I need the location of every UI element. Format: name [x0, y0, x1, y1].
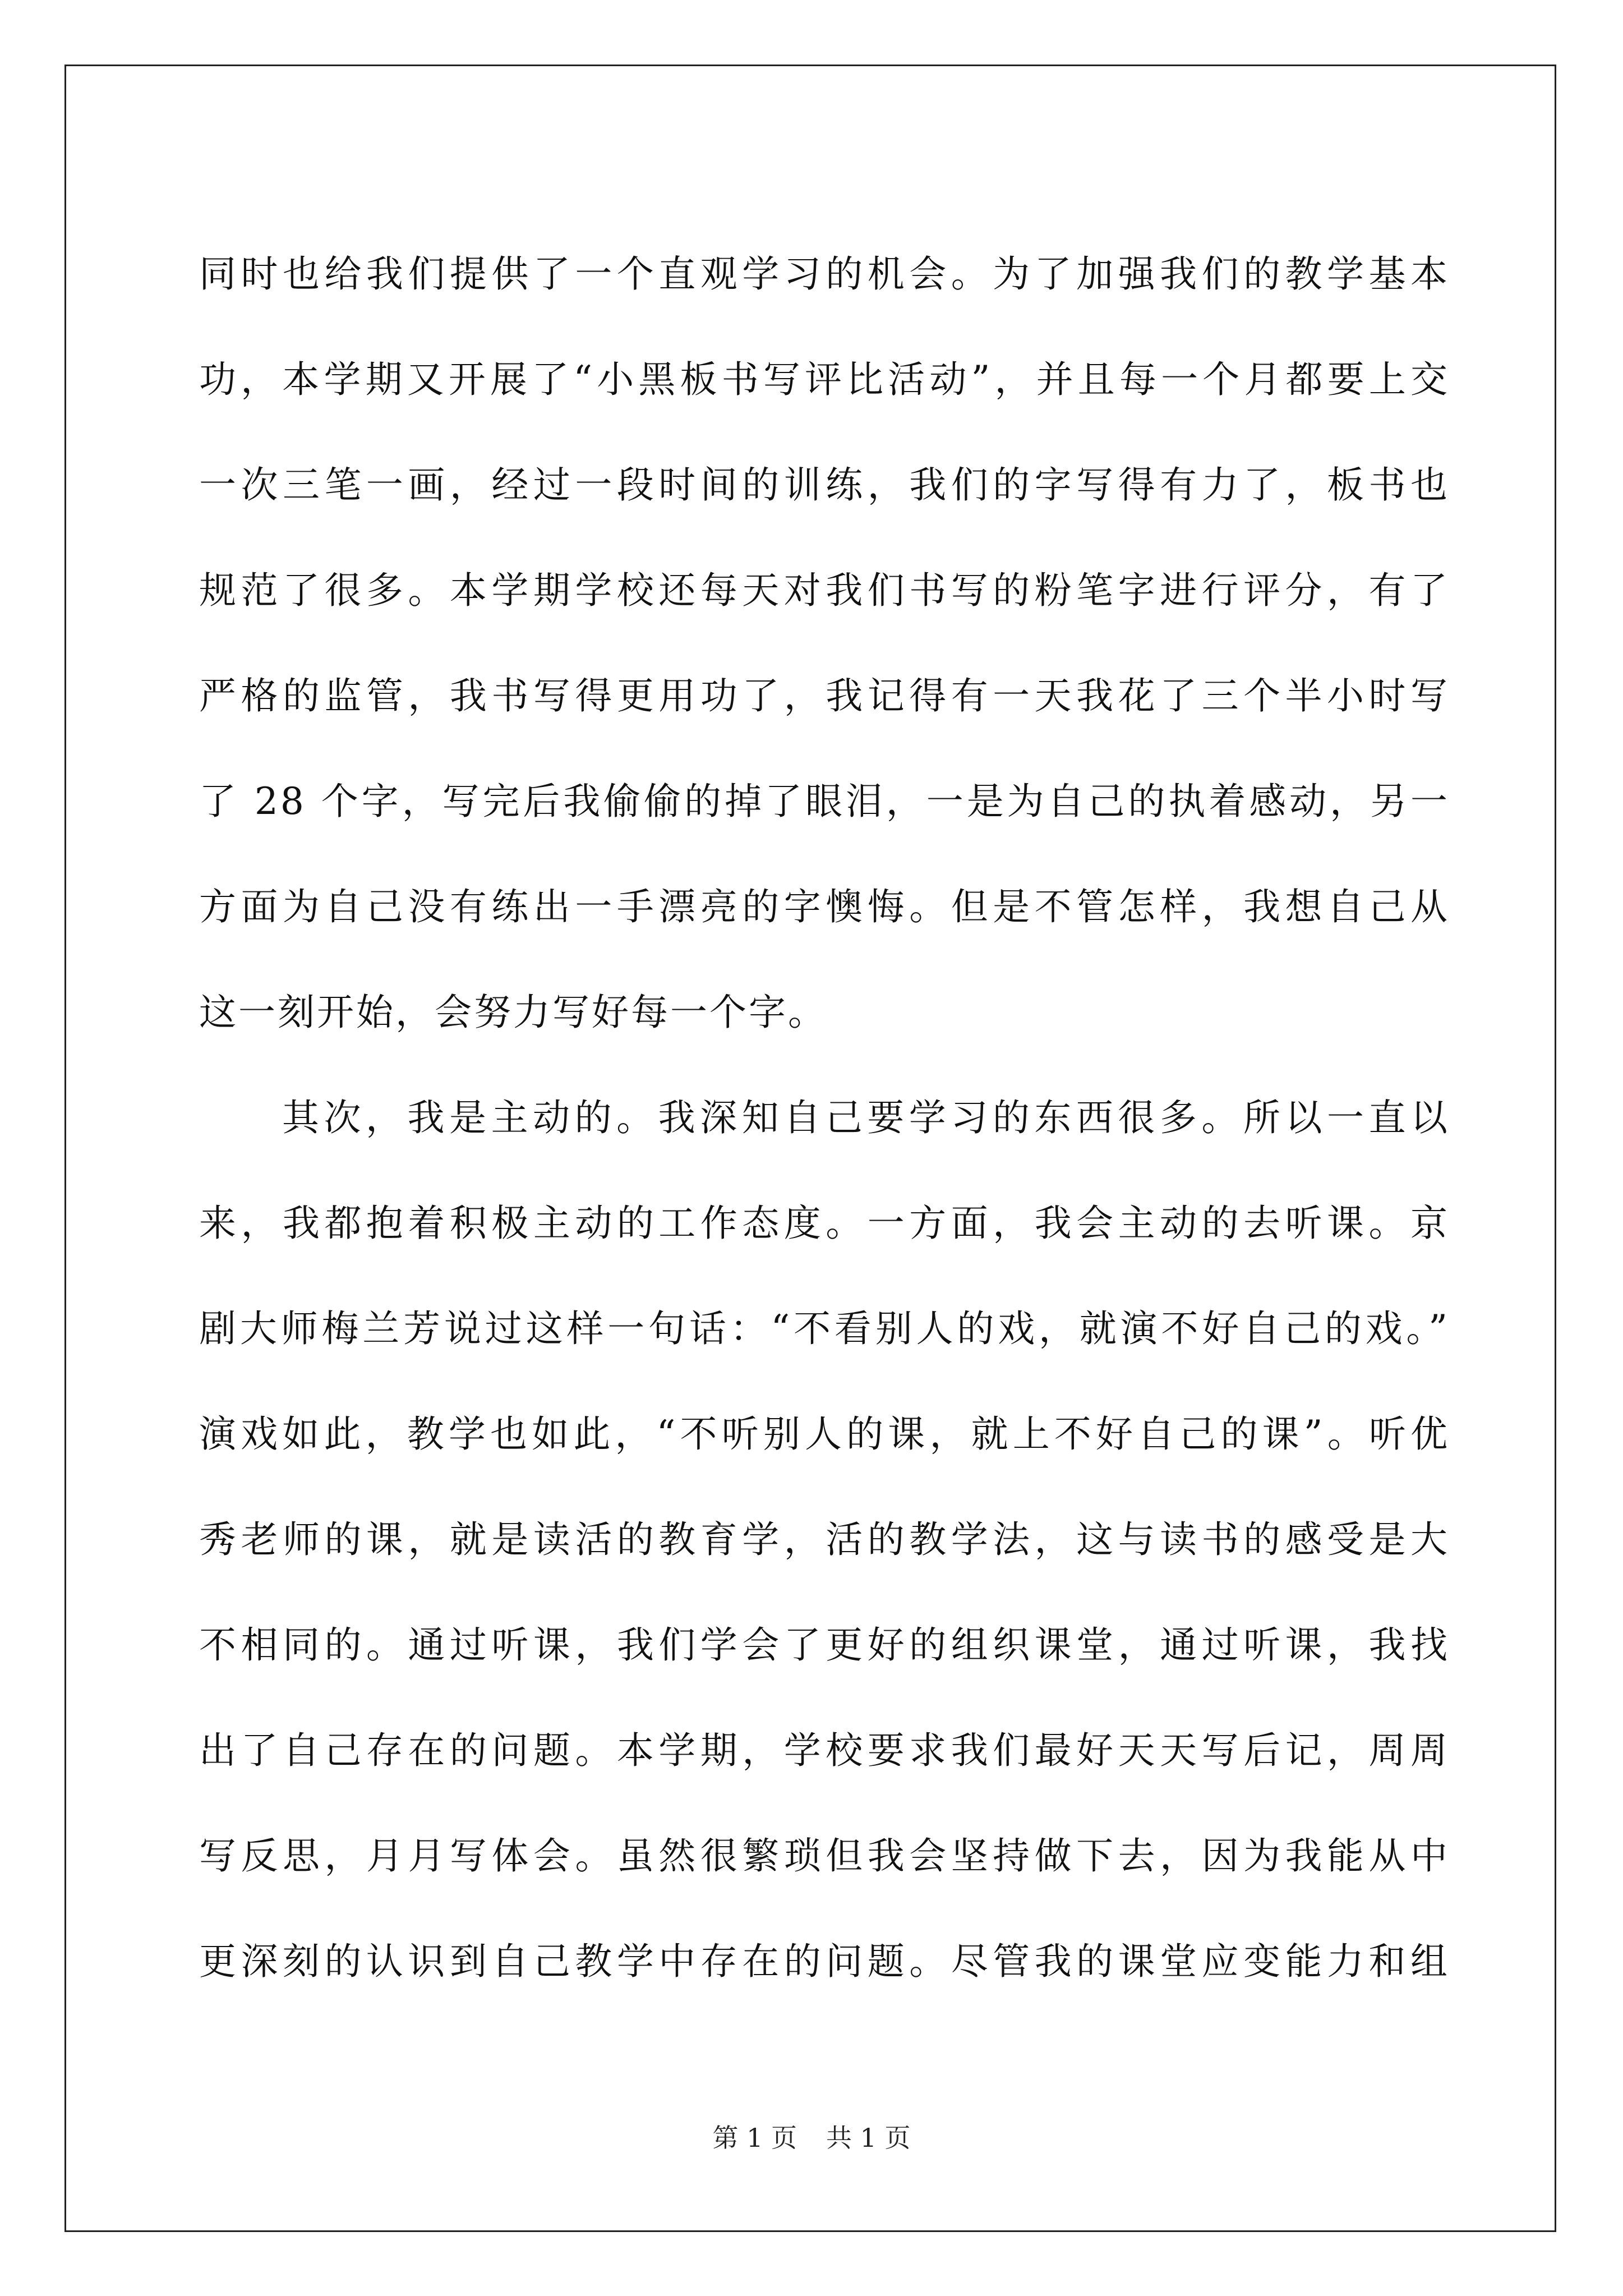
text-line: 其次，我是主动的。我深知自己要学习的东西很多。所以一直以 [282, 1096, 1450, 1139]
text-line: 剧大师梅兰芳说过这样一句话：“不看别人的戏，就演不好自己的戏。” [199, 1307, 1450, 1350]
paragraph-2 [199, 1065, 1450, 2014]
text-line: 不相同的。通过听课，我们学会了更好的组织课堂，通过听课，我找 [199, 1623, 1450, 1667]
text-line: 一次三笔一画，经过一段时间的训练，我们的字写得有力了，板书也 [199, 463, 1450, 507]
text-line: 功，本学期又开展了“小黑板书写评比活动”，并且每一个月都要上交 [199, 358, 1450, 401]
text-line: 更深刻的认识到自己教学中存在的问题。尽管我的课堂应变能力和组 [199, 1940, 1450, 1983]
document-body [199, 222, 1450, 2014]
text-line: 写反思，月月写体会。虽然很繁琐但我会坚持做下去，因为我能从中 [199, 1834, 1450, 1878]
text-line: 秀老师的课，就是读活的教育学，活的教学法，这与读书的感受是大 [199, 1518, 1450, 1561]
text-line: 演戏如此，教学也如此，“不听别人的课，就上不好自己的课”。听优 [199, 1412, 1450, 1456]
paragraph-1 [199, 222, 1450, 1065]
page-total: 共 1 页 [826, 2123, 911, 2153]
page-footer [0, 2118, 1623, 2155]
text-line: 了 28 个字，写完后我偷偷的掉了眼泪，一是为自己的执着感动，另一 [199, 780, 1450, 823]
text-line: 规范了很多。本学期学校还每天对我们书写的粉笔字进行评分，有了 [199, 569, 1450, 612]
text-line: 这一刻开始，会努力写好每一个字。 [199, 991, 827, 1034]
page-number: 第 1 页 [712, 2123, 797, 2153]
text-line: 方面为自己没有练出一手漂亮的字懊悔。但是不管怎样，我想自己从 [199, 885, 1450, 928]
text-line: 来，我都抱着积极主动的工作态度。一方面，我会主动的去听课。京 [199, 1202, 1450, 1245]
text-line: 严格的监管，我书写得更用功了，我记得有一天我花了三个半小时写 [199, 674, 1450, 717]
text-line: 出了自己存在的问题。本学期，学校要求我们最好天天写后记，周周 [199, 1729, 1450, 1772]
text-line: 同时也给我们提供了一个直观学习的机会。为了加强我们的教学基本 [199, 252, 1450, 296]
